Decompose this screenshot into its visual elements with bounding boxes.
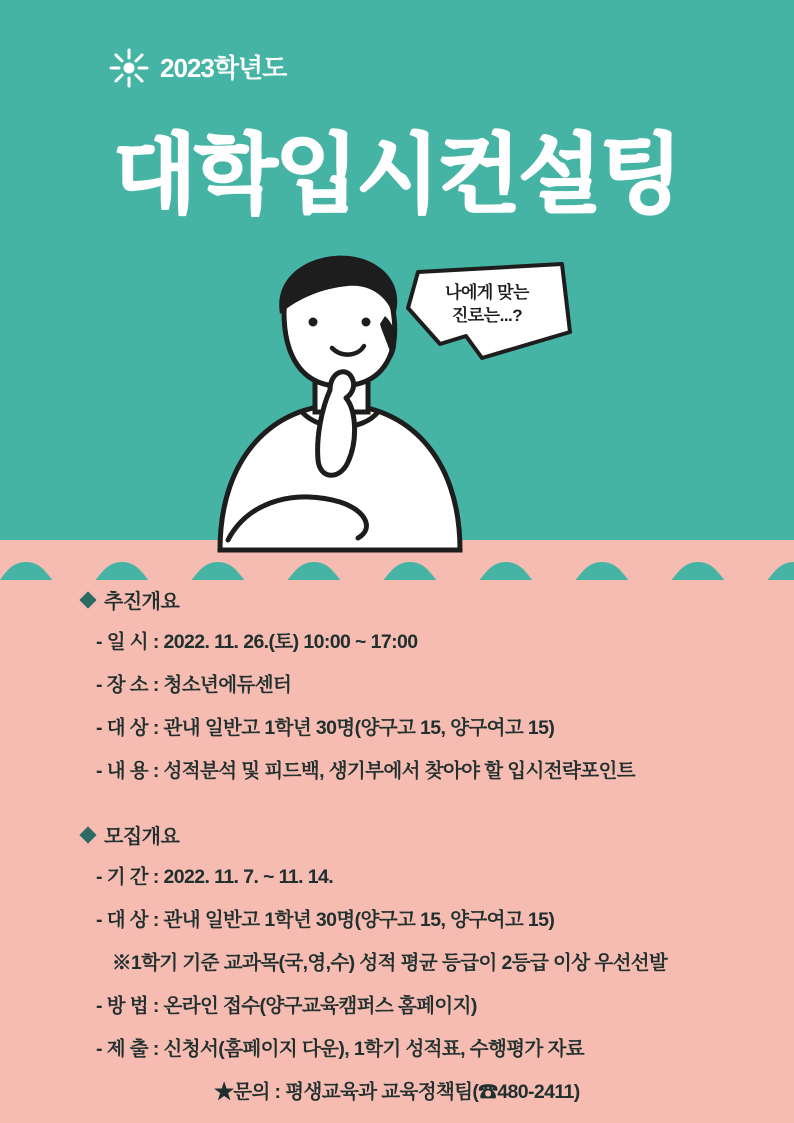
section-gap — [0, 798, 794, 820]
section-recruit-heading-text: 모집개요 — [104, 826, 180, 848]
bubble-line-2: 진로는...? — [451, 305, 523, 325]
speech-bubble-text — [412, 282, 562, 328]
section-recruit — [0, 820, 794, 1061]
recruit-line-2: - 대 상 : 관내 일반고 1학년 30명(양구고 15, 양구여고 15) — [96, 909, 555, 931]
page-title: 대학입시컨설팅 — [113, 127, 681, 223]
bubble-line-1: 나에게 맞는 — [445, 283, 529, 302]
sunburst-logo-icon — [108, 47, 150, 89]
overview-line-4: - 내 용 : 성적분석 및 피드백, 생기부에서 찾아야 할 입시전략포인트 — [96, 760, 635, 782]
recruit-note: ※1학기 기준 교과목(국,영,수) 성적 평균 등급이 2등급 이상 우선선발 — [112, 952, 668, 974]
diamond-bullet-icon — [80, 592, 95, 607]
overview-line-3: - 대 상 : 관내 일반고 1학년 30명(양구고 15, 양구여고 15) — [96, 717, 555, 739]
overview-line-1: - 일 시 : 2022. 11. 26.(토) 10:00 ~ 17:00 — [96, 631, 418, 653]
info-content — [0, 585, 794, 1104]
logo-row — [108, 47, 286, 89]
section-recruit-heading — [0, 820, 794, 849]
section-overview — [0, 585, 794, 783]
recruit-line-5: - 제 출 : 신청서(홈페이지 다운), 1학기 성적표, 수행평가 자료 — [96, 1038, 585, 1060]
section-overview-heading — [0, 585, 794, 614]
recruit-line-1: - 기 간 : 2022. 11. 7. ~ 11. 14. — [96, 866, 334, 888]
year-label: 2023학년도 — [160, 53, 287, 83]
overview-line-2: - 장 소 : 청소년에듀센터 — [96, 674, 292, 696]
section-overview-heading-text: 추진개요 — [104, 591, 180, 613]
diamond-bullet-icon — [80, 827, 95, 842]
contact-footer: ★문의 : 평생교육과 교육정책팀(☎480-2411) — [214, 1081, 580, 1103]
recruit-line-4: - 방 법 : 온라인 접수(양구교육캠퍼스 홈페이지) — [96, 995, 477, 1017]
